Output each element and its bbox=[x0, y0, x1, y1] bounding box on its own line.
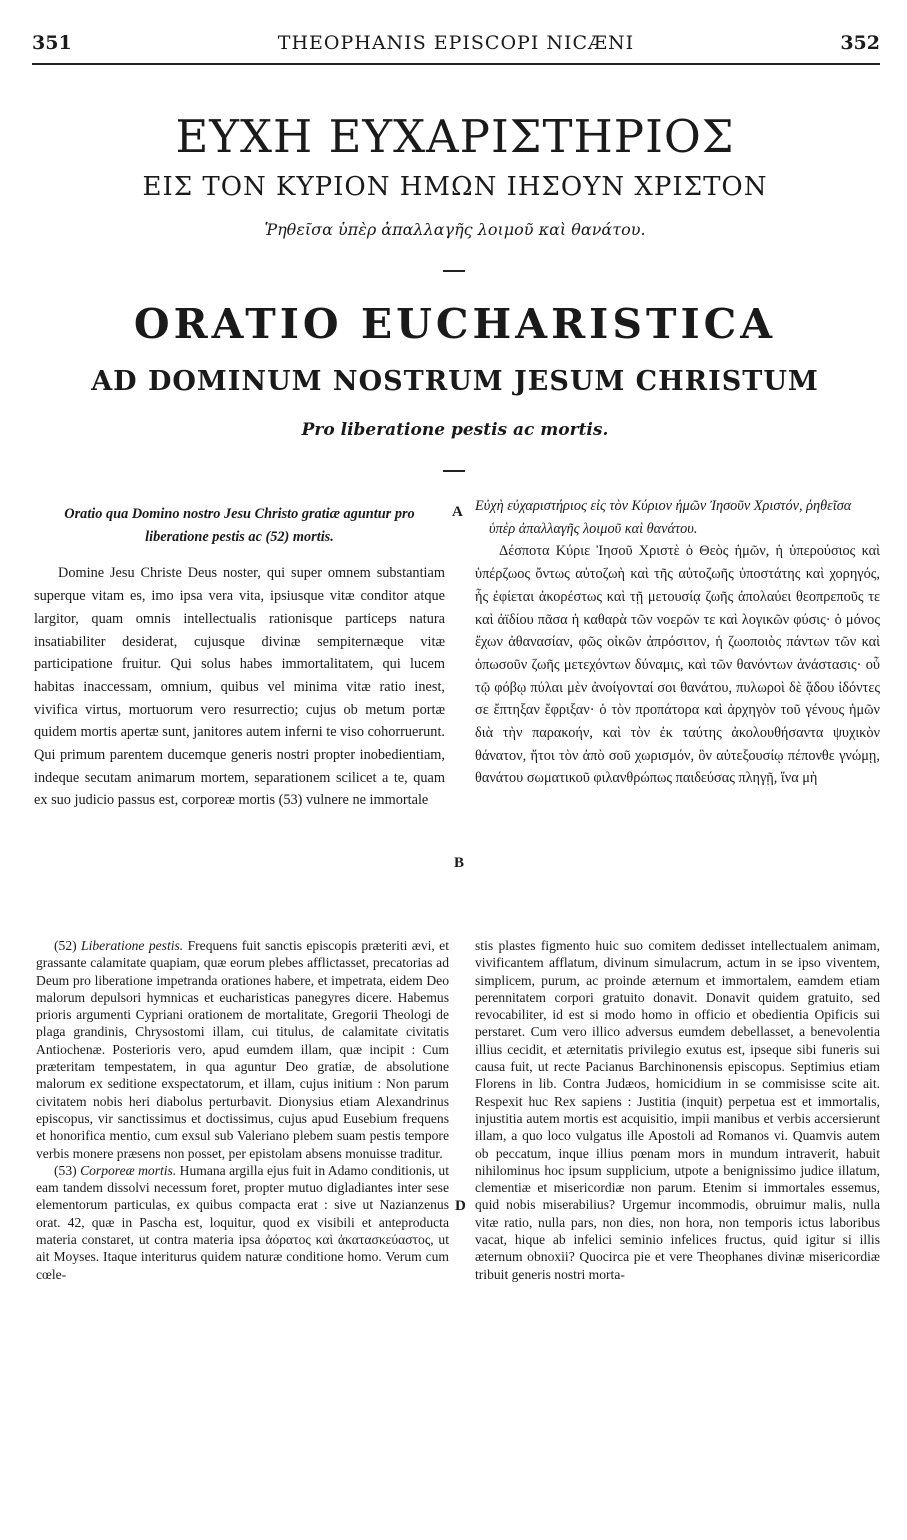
greek-column-heading: Εὐχὴ εὐχαριστήριος εἰς τὸν Κύριον ἡμῶν Ἰησοῦν Χριστόν, ῥηθεῖσα ὑπὲρ ἀπαλλαγῆς λοιμοῦ καὶ θανάτου. bbox=[475, 498, 852, 537]
greek-occasion: Ῥηθεῖσα ὑπὲρ ἀπαλλαγῆς λοιμοῦ καὶ θανάτου. bbox=[264, 220, 646, 239]
greek-subtitle: ΕΙΣ ΤΟΝ ΚΥΡΙΟΝ ΗΜΩΝ ΙΗΣΟΥΝ ΧΡΙΣΤΟΝ bbox=[142, 172, 768, 202]
page-number-left: 351 bbox=[32, 32, 72, 54]
running-title: THEOPHANIS EPISCOPI NICÆNI bbox=[277, 32, 635, 54]
footnotes-right bbox=[475, 937, 880, 1283]
separator-dash bbox=[443, 470, 465, 472]
latin-subtitle: AD DOMINUM NOSTRUM JESUM CHRISTUM bbox=[91, 366, 819, 397]
latin-column-text: Domine Jesu Christe Deus noster, qui super omnem substantiam superque vitam es, imo ipsa vera vita, ipsiusque vitæ conditor atque largitor, quam omnis intellectualis rationisque particeps natura insatiabiliter desiderat, cujusque divinæ sempiternæque vitæ participatione fruitur. Qui solus habes immortalitatem, qui lucem habitas inaccessam, omnium, quibus vel minima vitæ ratio inest, vivifica virtus, mortuorum vero resurrectio; cujus ob metum portæ quidem mortis apertæ sunt, janitores autem inferni te viso cohorruerunt. Qui primum parentem ducemque generis nostri propter inobedientiam, indeque secutam animarum mortem, separationem scilicet a te, quam ex suo judicio passus est, corporeæ mortis (53) vulnere ne immortale bbox=[34, 565, 445, 809]
latin-occasion: Pro liberatione pestis ac mortis. bbox=[301, 420, 609, 440]
footnote-52-lemma: Liberatione pestis. bbox=[81, 938, 184, 953]
latin-column bbox=[34, 503, 445, 812]
margin-marker-a: A bbox=[452, 504, 463, 520]
margin-marker-d: D bbox=[455, 1198, 466, 1214]
footnote-53 bbox=[36, 1162, 449, 1283]
greek-title: ΕΥΧΗ ΕΥΧΑΡΙΣΤΗΡΙΟΣ bbox=[175, 110, 735, 163]
page-number-right: 352 bbox=[840, 32, 880, 54]
footnotes-left bbox=[36, 937, 449, 1283]
running-head bbox=[32, 32, 880, 58]
footnote-53-continuation: stis plastes figmento huic suo comitem dedisset intellectualem animam, vivificantem afflatum, divinum simulacrum, actum in se ipso viventem, simplicem, purum, ac proinde æternum et immortalem, eamdem etiam perennitatem corpori gratuito donavit. Donavit quidem gratuito, sed revocabiliter, id est si modo homo in officio et obedientia Opificis sui perstaret. Cum vero illico adversus eumdem debellasset, a benevolentia illius cecidit, et æternitatis privilegio exutus est, ipseque sibi funeris sui causa fuit, ut recte Pacianus Barchinonensis episcopus. Septimius etiam Florens in lib. Contra Judæos, homicidium in se commisisse scite ait. Respexit huc Rex sapiens : Justitia (inquit) perpetua est et immortalis, injustitia autem mortis est acquisitio, impii manibus et verbis accersierunt illam, a quo loco vulgatus ille Apostoli ad Romanos vi. Quamvis autem ob peccatum, inque illius pœnam mors in mundum intraverit, habuit nihilominus hoc ipsum supplicium, utpote a benignissimo judice illatum, clementiæ et misericordiæ non parum. Etenim si immortales essemus, quid nobis miserabilius? Urgemur incommodis, obruimur malis, nulla vitæ ratio, nulla pars, non dies, non hora, non temporis ictus laboribus vacat, hique ab infelici seminio infelices fructus, quid igitur si illis æternum obnoxii? Quocirca pie et vere Theophanes divinæ misericordiæ tribuit generis nostri morta- bbox=[475, 938, 880, 1282]
footnote-52-text: Frequens fuit sanctis episcopis præteriti ævi, et grassante calamitate quapiam, quæ eorum plebes afflictasset, precatorias ad Deum pro liberatione impetranda orationes habere, et impetrata, eidem Deo malorum depulsori hymnicas et eucharisticas panegyres dicere. Habemus prioris argumenti Cypriani orationem de mortalitate, Gregorii Theologi de plaga grandinis, Chrysostomi illam, cui titulus, de calamitate civitatis Antiochenæ. Posterioris vero, apud eumdem illam, quæ incipit : Cum præteritam tempestatem, in qua aguntur Deo gratiæ, de absolutione malorum ex seditione exspectatorum, et illam, cujus initium : Non parum civitatem nobis heri diabolus perturbavit. Dionysius etiam Alexandrinus episcopus, vir sanctissimus et doctissimus, cujus apud Eusebium frequens et honorifica mentio, cum exsul sub Valeriano plebem suam pestis tempore verbis monere præsens non posset, per epistolam absens monuisse traditur. bbox=[36, 938, 449, 1161]
footnote-53-text: Humana argilla ejus fuit in Adamo conditionis, ut eam tandem dissolvi necessum foret, propter mutuo digladiantes inter sese elementorum particulas, ex quibus compacta erat : sive ut Nazianzenus orat. 42, quæ in Pascha est, loquitur, quod ex visibili et anteproducta materia constaret, ut contra materia ipsa ἀόρατος καὶ ἀκατασκεύαστος, ut ait Moyses. Itaque interiturus quidem naturæ conditione homo. Verum cum cœle- bbox=[36, 1162, 449, 1282]
greek-column bbox=[475, 495, 880, 790]
header-rule bbox=[32, 63, 880, 65]
footnote-52-label: (52) bbox=[54, 938, 77, 953]
footnote-53-label: (53) bbox=[54, 1162, 77, 1178]
footnote-52 bbox=[36, 937, 449, 1162]
separator-dash bbox=[443, 270, 465, 272]
footnote-53-lemma: Corporeæ mortis. bbox=[80, 1162, 177, 1178]
latin-title: ORATIO EUCHARISTICA bbox=[133, 300, 777, 348]
margin-marker-b: B bbox=[454, 855, 465, 871]
latin-column-heading: Oratio qua Domino nostro Jesu Christo gratiæ aguntur pro liberatione pestis ac (52) mortis. bbox=[64, 506, 415, 545]
greek-column-text: Δέσποτα Κύριε Ἰησοῦ Χριστὲ ὁ Θεὸς ἡμῶν, ἡ ὑπερούσιος καὶ ὑπέρζωος ὄντως αὐτοζωὴ καὶ τῆς αὐτοζωῆς ὑποστάτης καὶ χορηγός, ἧς ἐφίεται ἀκορέστως καὶ τῇ μετουσίᾳ ζωῆς ἀπολαύει θεοπρεποῦς τε καὶ ἀϊδίου πᾶσα ἡ καθαρὰ τῶν νοερῶν τε καὶ λογικῶν φύσις· ὁ μόνος ἔχων ἀθανασίαν, φῶς οἰκῶν ἀπρόσιτον, ἡ ζωοποιὸς πάντων τῶν καὶ ὁπωσοῦν ζωῆς μετεχόντων δύναμις, καὶ τῶν θανόντων ἀνάστασις· οὗ τῷ φόβῳ πύλαι μὲν ἀνοίγονταί σοι θανάτου, πυλωροὶ δὲ ᾅδου ἰδόντες σε ἔπτηξαν ἔφριξαν· ὁ τὸν προπάτορα καὶ ἀρχηγὸν τοῦ γένους ἡμῶν διὰ τὴν παρακοήν, καὶ τὸν ἐκ ταύτης ἀκολουθήσαντα ψυχικὸν θάνατον, ἤτοι τὸν ἀπὸ σοῦ χωρισμόν, ὃν αὐτεξουσίῳ πέπονθε γνώμῃ, θανάτου σωματικοῦ φιλανθρώπως παιδεύσας πληγῇ, ἵνα μὴ bbox=[475, 543, 880, 787]
